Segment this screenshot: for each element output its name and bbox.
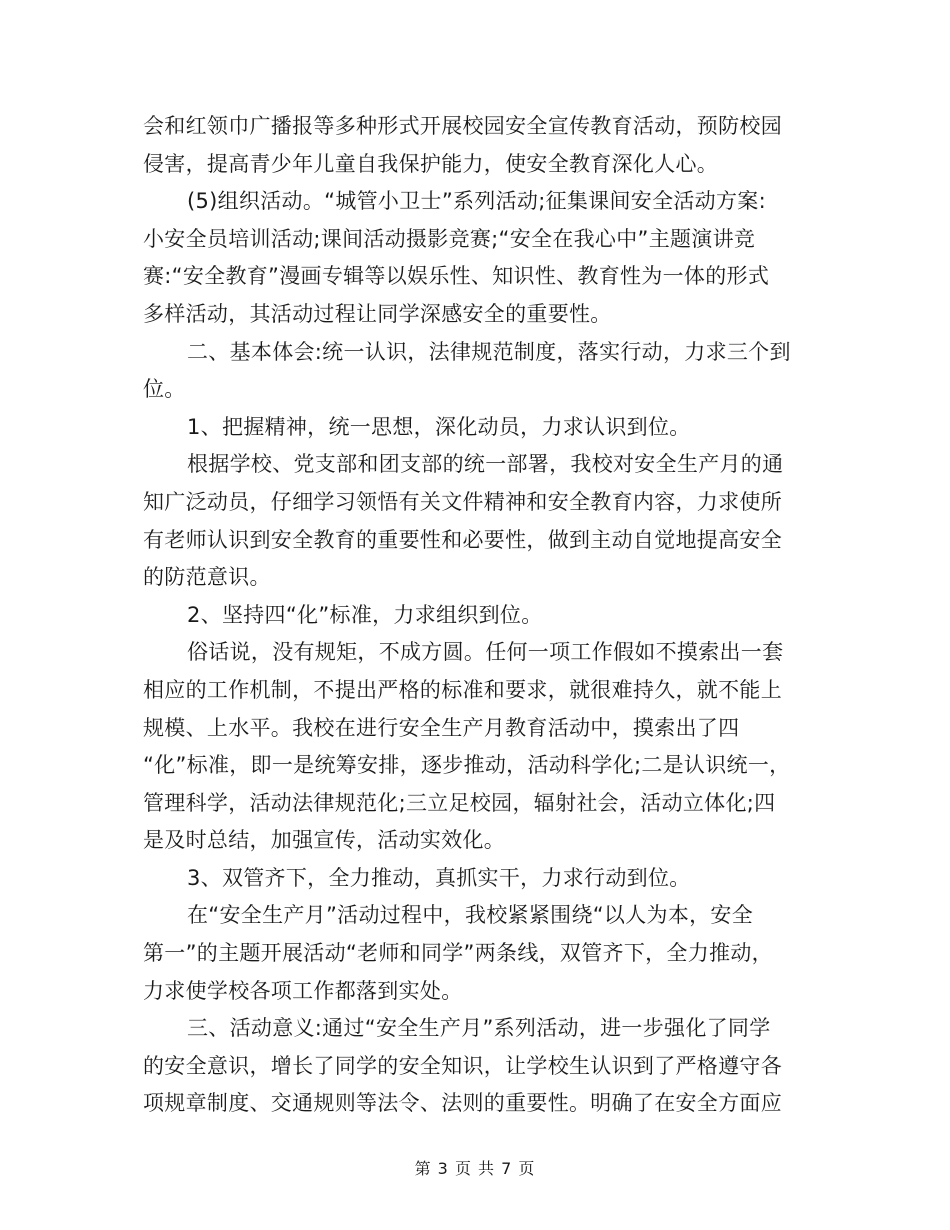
- page-footer: 第 3 页 共 7 页: [414, 1159, 536, 1178]
- text-line: 力求使学校各项工作都落到实处。: [143, 978, 463, 1003]
- text-line: 俗话说，没有规矩，不成方圆。任何一项工作假如不摸索出一套: [187, 640, 784, 665]
- text-line: 项规章制度、交通规则等法令、法则的重要性。明确了在安全方面应: [143, 1091, 782, 1116]
- document-body: [143, 108, 823, 1123]
- text-line: 二、基本体会:统一认识，法律规范制度，落实行动，力求三个到: [187, 339, 791, 364]
- text-line: 第一”的主题开展活动“老师和同学”两条线，双管齐下，全力推动，: [143, 941, 773, 966]
- text-line: 根据学校、党支部和团支部的统一部署，我校对安全生产月的通: [187, 452, 784, 477]
- text-line: 的防范意识。: [143, 565, 271, 590]
- text-line: (5)组织活动。“城管小卫士”系列活动;征集课间安全活动方案:: [187, 189, 766, 214]
- text-line: 三、活动意义:通过“安全生产月”系列活动，进一步强化了同学: [187, 1016, 771, 1041]
- text-line: 1、把握精神，统一思想，深化动员，力求认识到位。: [187, 414, 691, 439]
- text-line: 位。: [143, 377, 186, 402]
- text-line: 相应的工作机制，不提出严格的标准和要求，就很难持久，就不能上: [143, 677, 782, 702]
- text-line: 3、双管齐下，全力推动，真抓实干，力求行动到位。: [187, 865, 691, 890]
- text-line: 在“安全生产月”活动过程中，我校紧紧围绕“以人为本，安全: [187, 903, 754, 928]
- text-line: 是及时总结，加强宣传，活动实效化。: [143, 828, 506, 853]
- text-line: 赛:“安全教育”漫画专辑等以娱乐性、知识性、教育性为一体的形式: [143, 264, 770, 289]
- text-line: 管理科学，活动法律规范化;三立足校园，辐射社会，活动立体化;四: [143, 790, 776, 815]
- text-line: 的安全意识，增长了同学的安全知识，让学校生认识到了严格遵守各: [143, 1053, 782, 1078]
- text-line: 2、坚持四“化”标准，力求组织到位。: [187, 602, 543, 627]
- text-line: 有老师认识到安全教育的重要性和必要性，做到主动自觉地提高安全: [143, 527, 782, 552]
- text-line: “化”标准，即一是统筹安排，逐步推动，活动科学化;二是认识统一，: [143, 753, 791, 778]
- text-line: 会和红领巾广播报等多种形式开展校园安全宣传教育活动，预防校园: [143, 114, 782, 138]
- text-line: 小安全员培训活动;课间活动摄影竞赛;“安全在我心中”主题演讲竞: [143, 226, 756, 251]
- text-line: 侵害，提高青少年儿童自我保护能力，使安全教育深化人心。: [143, 151, 719, 176]
- text-line: 多样活动，其活动过程让同学深感安全的重要性。: [143, 301, 612, 326]
- text-line: 知广泛动员，仔细学习领悟有关文件精神和安全教育内容，力求使所: [143, 489, 782, 514]
- text-line: 规模、上水平。我校在进行安全生产月教育活动中，摸索出了四: [143, 715, 740, 740]
